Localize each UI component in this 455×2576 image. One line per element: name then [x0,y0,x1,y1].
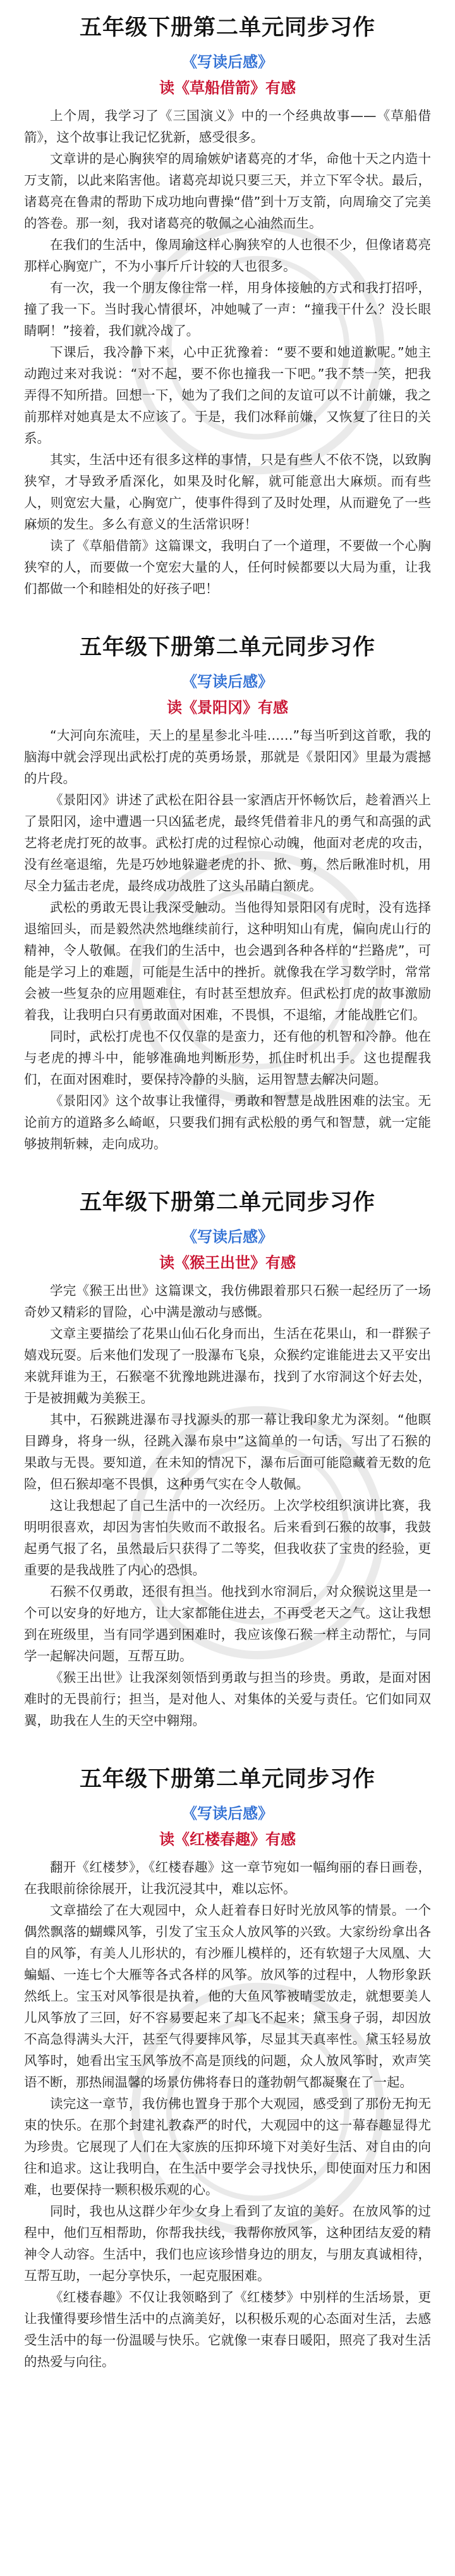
essay-paragraph: 有一次，我一个朋友像往常一样，用身体接触的方式和我打招呼，撞了我一下。当时我心情很坏，冲她喊了一声：“撞我干什么？没长眼睛啊！”接着，我们就冷战了。 [24,280,431,338]
essay-subtitle: 《写读后感》 [182,1805,273,1822]
essay-paragraph: 《猴王出世》让我深刻领悟到勇敢与担当的珍贵。勇敢，是面对困难时的无畏前行；担当，是对他人、对集体的关爱与责任。它们如同双翼，助我在人生的天空中翱翔。 [24,1670,431,1728]
essay-heading: 读《红楼春趣》有感 [159,1831,296,1848]
essay-paragraph: 学完《猴王出世》这篇课文，我仿佛跟着那只石猴一起经历了一场奇妙又精彩的冒险，心中满是激动与感慨。 [24,1283,431,1320]
essay-paragraph: 这让我想起了自己生活中的一次经历。上次学校组织演讲比赛，我明明很喜欢，却因为害怕失败而不敢报名。后来看到石猴的故事，我鼓起勇气报了名，虽然最后只获得了二等奖，但我收获了宝贵的经验，更重要的是我战胜了内心的恐惧。 [24,1498,431,1578]
essay-paragraph: 文章讲的是心胸狭窄的周瑜嫉妒诸葛亮的才华，命他十天之内造十万支箭，以此来陷害他。诸葛亮却说只要三天，并立下军令状。最后，诸葛亮在鲁肃的帮助下成功地向曹操“借”到十万支箭，向周瑜交了完美的答卷。那一刻，我对诸葛亮的敬佩之心油然而生。 [24,151,431,231]
essay-block [24,1762,431,2381]
essay-subtitle: 《写读后感》 [182,53,273,71]
essay-block [24,630,431,1155]
essay-paragraph: “大河向东流哇，天上的星星参北斗哇……”每当听到这首歌，我的脑海中就会浮现出武松打虎的英勇场景，那就是《景阳冈》里最为震撼的片段。 [24,728,431,786]
essay-block [24,0,431,599]
essay-paragraph: 石猴不仅勇敢，还很有担当。他找到水帘洞后，对众猴说这里是一个可以安身的好地方，让大家都能住进去，不再受老天之气。这让我想到在班级里，当有同学遇到困难时，我应该像石猴一样主动帮忙，与同学一起解决问题，互帮互助。 [24,1584,431,1664]
essay-paragraph: 其实，生活中还有很多这样的事情，只是有些人不依不饶，以致胸狭窄，才导致矛盾深化，如果及时化解，就可能意出大麻烦。而有些人，则宽宏大量，心胸宽广，使事件得到了及时处理，从而避免了一些麻烦的发生。多么有意义的生活常识呀！ [24,452,431,532]
essay-heading: 读《景阳冈》有感 [167,699,288,716]
essay-paragraph: 下课后，我冷静下来，心中正犹豫着：“要不要和她道歉呢。”她主动跑过来对我说：“对不起，要不你也撞我一下吧。”我不禁一笑，把我弄得不知所措。回想一下，她为了我们之间的友谊可以不计前嫌，我之前那样对她真是太不应该了。于是，我们冰释前嫌，又恢复了往日的关系。 [24,345,431,446]
essay-paragraph: 其中，石猴跳进瀑布寻找源头的那一幕让我印象尤为深刻。“他瞑目蹲身，将身一纵，径跳入瀑布泉中”这简单的一句话，写出了石猴的果敢与无畏。要知道，在未知的情况下，瀑布后面可能隐藏着无数的危险，但石猴却毫不畏惧，这种勇气实在令人敬佩。 [24,1412,431,1492]
essay-paragraph: 读完这一章节，我仿佛也置身于那个大观园，感受到了那份无拘无束的快乐。在那个封建礼教森严的时代，大观园中的这一幕春趣显得尤为珍贵。它展现了人们在大家族的压抑环境下对美好生活、对自由的向往和追求。这让我明白，在生活中要学会寻找快乐，即使面对压力和困难，也要保持一颗积极乐观的心。 [24,2096,431,2197]
essay-paragraph: 读了《草船借箭》这篇课文，我明白了一个道理，不要做一个心胸狭窄的人，而要做一个宽宏大量的人，任何时候都要以大局为重，让我们都做一个和睦相处的好孩子吧！ [24,538,431,596]
essay-paragraph: 同时，武松打虎也不仅仅靠的是蛮力，还有他的机智和冷静。他在与老虎的搏斗中，能够准确地判断形势，抓住时机出手。这也提醒我们，在面对困难时，要保持冷静的头脑，运用智慧去解决问题。 [24,1029,431,1087]
essay-title: 五年级下册第二单元同步习作 [79,15,375,40]
essay-subtitle: 《写读后感》 [182,673,273,690]
essay-paragraph: 文章主要描绘了花果山仙石化身而出，生活在花果山，和一群猴子嬉戏玩耍。后来他们发现了一股瀑布飞泉，众猴约定谁能进去又平安出来就拜谁为王，石猴毫不犹豫地跳进瀑布，找到了水帘洞这个好去处，于是被拥戴为美猴王。 [24,1326,431,1406]
essay-title: 五年级下册第二单元同步习作 [79,635,375,660]
essay-title: 五年级下册第二单元同步习作 [79,1190,375,1215]
essay-paragraph: 《景阳冈》这个故事让我懂得，勇敢和智慧是战胜困难的法宝。无论前方的道路多么崎岖，只要我们拥有武松般的勇气和智慧，就一定能够披荆斩棘，走向成功。 [24,1093,431,1151]
essay-paragraph: 武松的勇敢无畏让我深受触动。当他得知景阳冈有虎时，没有选择退缩回头，而是毅然决然地继续前行，这种明知山有虎，偏向虎山行的精神，令人敬佩。在我们的生活中，也会遇到各种各样的“拦路虎”，可能是学习上的难题，可能是生活中的挫折。就像我在学习数学时，常常会被一些复杂的应用题难住，有时甚至想放弃。但武松打虎的故事激励着我，让我明白只有勇敢面对困难，不畏惧，不退缩，才能战胜它们。 [24,900,431,1022]
essay-subtitle: 《写读后感》 [182,1228,273,1246]
essay-paragraph: 同时，我也从这群少年少女身上看到了友谊的美好。在放风筝的过程中，他们互相帮助，你帮我扶线，我帮你放风筝，这种团结友爱的精神令人动容。生活中，我们也应该珍惜身边的朋友，与朋友真诚相待，互帮互助，一起分享快乐，一起克服困难。 [24,2204,431,2283]
essay-paragraph: 在我们的生活中，像周瑜这样心胸狭窄的人也很不少，但像诸葛亮那样心胸宽广，不为小事斤斤计较的人也很多。 [24,237,431,274]
essay-heading: 读《草船借箭》有感 [159,79,296,97]
essay-heading: 读《猴王出世》有感 [159,1254,296,1272]
essay-paragraph: 上个周，我学习了《三国演义》中的一个经典故事——《草船借箭》，这个故事让我记忆犹新，感受很多。 [24,108,431,145]
essay-paragraph: 《景阳冈》讲述了武松在阳谷县一家酒店开怀畅饮后，趁着酒兴上了景阳冈，途中遭遇一只凶猛老虎，最终凭借着非凡的勇气和高强的武艺将老虎打死的故事。武松打虎的过程惊心动魄，他面对老虎的攻击，没有丝毫退缩，先是巧妙地躲避老虎的扑、掀、剪，然后瞅准时机，用尽全力猛击老虎，最终成功战胜了这头吊睛白额虎。 [24,792,431,893]
essay-paragraph: 《红楼春趣》不仅让我领略到了《红楼梦》中别样的生活场景，更让我懂得要珍惜生活中的点滴美好，以积极乐观的心态面对生活，去感受生活中的每一份温暖与快乐。它就像一束春日暖阳，照亮了我对生活的热爱与向往。 [24,2290,431,2369]
essay-title: 五年级下册第二单元同步习作 [79,1767,375,1792]
essay-block [24,1185,431,1731]
essay-paragraph: 文章描绘了在大观园中，众人赶着春日好时光放风筝的情景。一个偶然飘落的蝴蝶风筝，引发了宝玉众人放风筝的兴致。大家纷纷拿出各自的风筝，有美人儿形状的，有沙雁儿模样的，还有软翅子大凤凰、大蝙蝠、一连七个大雁等各式各样的风筝。放风筝的过程中，人物形象跃然纸上。宝玉对风筝很是执着，他的大鱼风筝被晴雯放走，就想要美人儿风筝放了三回，好不容易要起来了却飞不起来；黛玉身子弱，却因放不高急得满头大汗，甚至气得要摔风筝，尽显其天真率性。黛玉轻易放风筝时，她看出宝玉风筝放不高是顶线的问题，众人放风筝时，欢声笑语不断，那热闹温馨的场景仿佛将春日的蓬勃朝气都凝聚在了一起。 [24,1903,431,2090]
essay-paragraph: 翻开《红楼梦》，《红楼春趣》这一章节宛如一幅绚丽的春日画卷，在我眼前徐徐展开，让我沉浸其中，难以忘怀。 [24,1860,431,1896]
